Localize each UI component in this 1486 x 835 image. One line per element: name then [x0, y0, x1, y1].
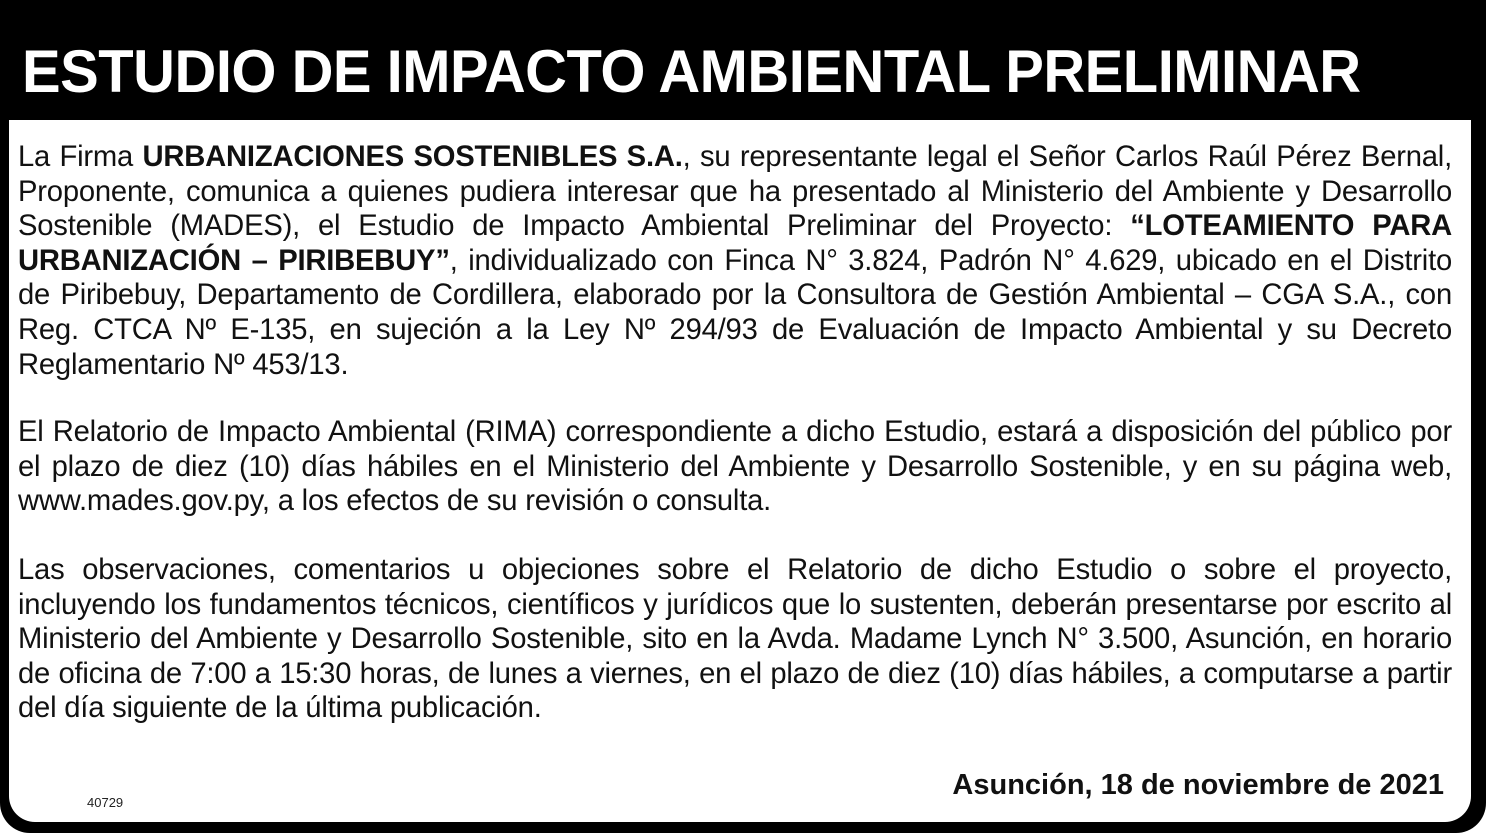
- paragraph-announcement: [18, 140, 1452, 382]
- paragraph-announcement-end: , individualizado con Finca N° 3.824, Padrón N° 4.629, ubicado en el Distrito de Piribebuy, Departamento de Cordillera, elaborado por la Consultora de Gestión Ambiental – CGA S.A., con Reg. CTCA Nº E-135, en sujeción a la Ley Nº 294/93 de Evaluación de Impacto Ambiental y su Decreto Reglamentario Nº 453/13.: [18, 244, 1453, 381]
- paragraph-announcement-intro: La Firma: [18, 141, 143, 173]
- company-name: URBANIZACIONES SOSTENIBLES S.A.: [142, 141, 683, 173]
- paragraph-rima-availability: El Relatorio de Impacto Ambiental (RIMA) correspondiente a dicho Estudio, estará a disposición del público por el plazo de diez (10) días hábiles en el Ministerio del Ambiente y Desarrollo Sostenible, y en su página web, www.mades.gov.py, a los efectos de su revisión o consulta.: [18, 416, 1452, 518]
- reference-number: 40729: [87, 795, 124, 810]
- project-name: “LOTEAMIENTO PARA URBANIZACIÓN – PIRIBEBUY”: [18, 210, 1452, 277]
- notice-title: ESTUDIO DE IMPACTO AMBIENTAL PRELIMINAR: [22, 38, 1361, 105]
- paragraph-observations: Las observaciones, comentarios u objeciones sobre el Relatorio de dicho Estudio o sobre el proyecto, incluyendo los fundamentos técnicos, científicos y jurídicos que lo sustenten, deberán presentarse por escrito al Ministerio del Ambiente y Desarrollo Sostenible, sito en la Avda. Madame Lynch N° 3.500, Asunción, en horario de oficina de 7:00 a 15:30 horas, de lunes a viernes, en el plazo de diez (10) días hábiles, a computarse a partir del día siguiente de la última publicación.: [18, 554, 1452, 725]
- paragraph-announcement-middle: , su representante legal el Señor Carlos Raúl Pérez Bernal, Proponente, comunica a quienes pudiera interesar que ha presentado al Ministerio del Ambiente y Desarrollo Sostenible (MADES), el Estudio de Impacto Ambiental Preliminar del Proyecto:: [18, 141, 1453, 243]
- date-line: Asunción, 18 de noviembre de 2021: [952, 769, 1444, 801]
